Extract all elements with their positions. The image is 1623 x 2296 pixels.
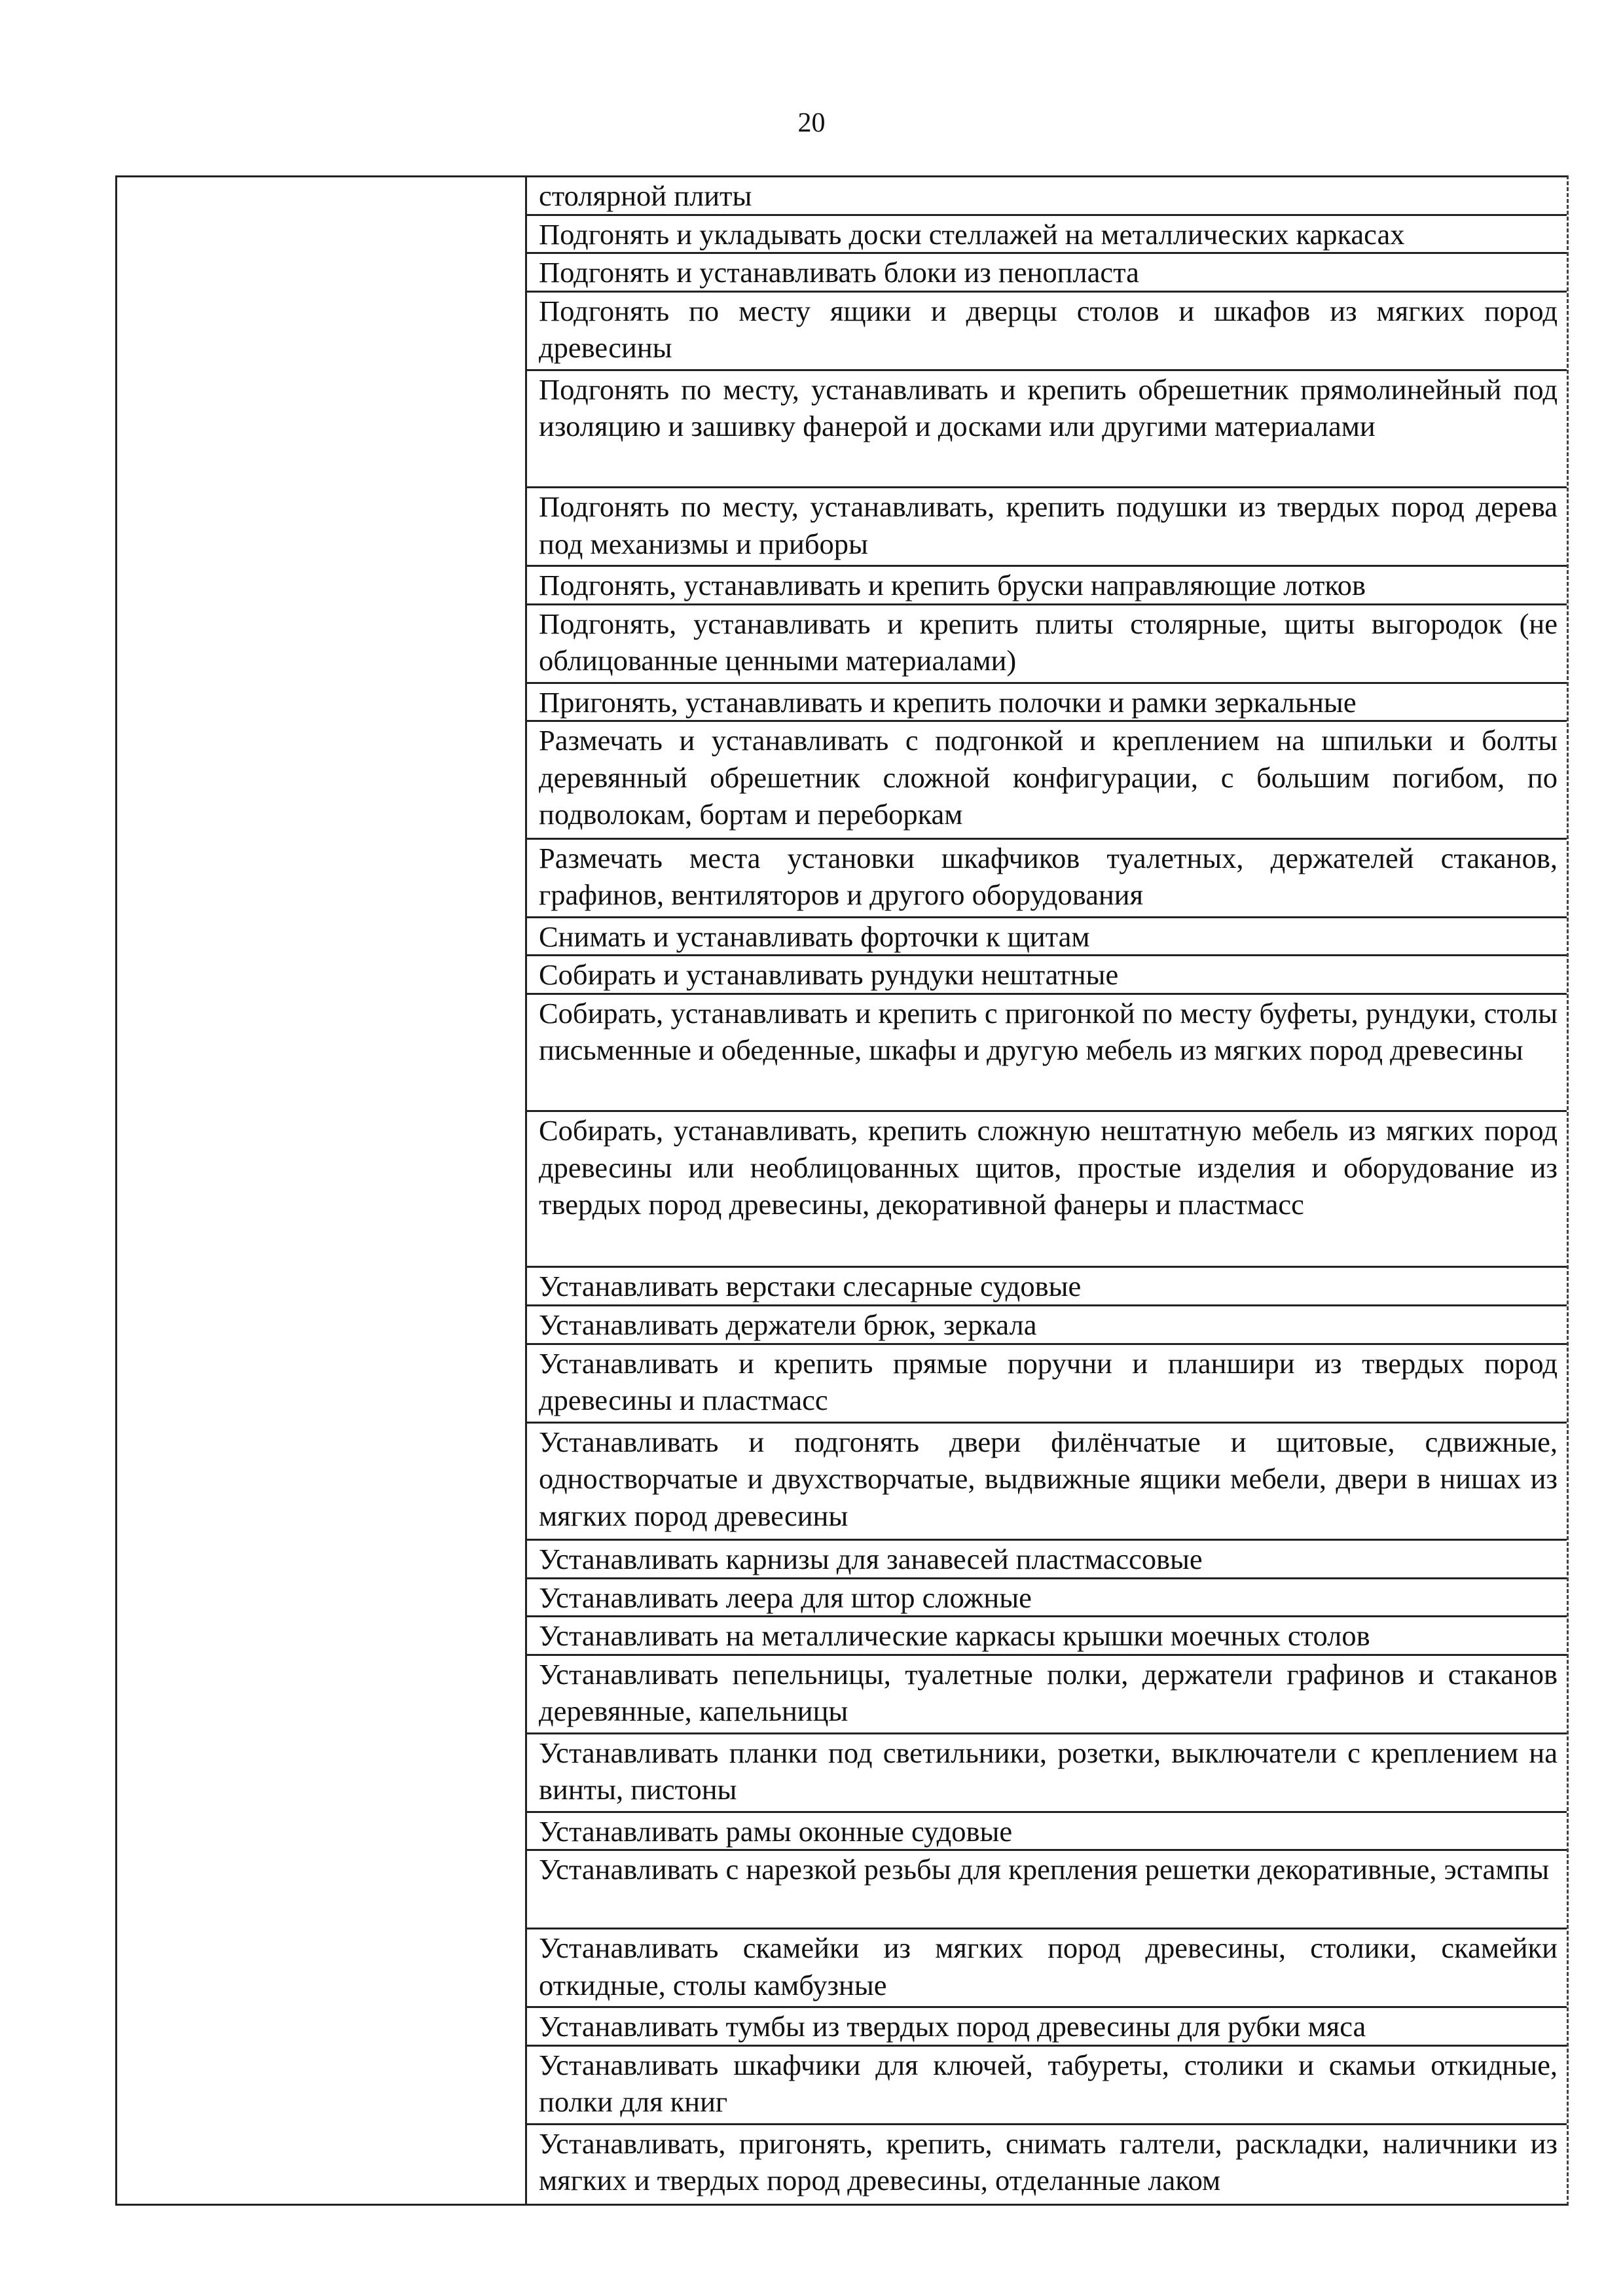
table-row: Устанавливать на металлические каркасы крышки моечных столов xyxy=(527,1617,1567,1656)
empty-left-column xyxy=(117,177,527,2204)
table-row: Подгонять и устанавливать блоки из пенопласта xyxy=(527,254,1567,293)
table-row: Подгонять по месту, устанавливать и крепить обрешетник прямолинейный под изоляцию и зашивку фанерой и досками или другими материалами xyxy=(527,371,1567,489)
table-row: Подгонять, устанавливать и крепить плиты столярные, щиты выгородок (не облицованные ценными материалами) xyxy=(527,605,1567,684)
table-row: Устанавливать с нарезкой резьбы для крепления решетки декоративные, эстампы xyxy=(527,1851,1567,1929)
table-row: Устанавливать шкафчики для ключей, табуреты, столики и скамьи откидные, полки для книг xyxy=(527,2047,1567,2125)
table-row: Устанавливать и подгонять двери филёнчатые и щитовые, сдвижные, одностворчатые и двухстворчатые, выдвижные ящики мебели, двери в нишах из мягких пород древесины xyxy=(527,1424,1567,1541)
table-row: Устанавливать и крепить прямые поручни и планшири из твердых пород древесины и пластмасс xyxy=(527,1345,1567,1424)
page-number: 20 xyxy=(797,108,826,138)
table-row: Пригонять, устанавливать и крепить полочки и рамки зеркальные xyxy=(527,684,1567,723)
table-row: Собирать, устанавливать, крепить сложную нештатную мебель из мягких пород древесины или необлицованных щитов, простые изделия и оборудование из твердых пород древесины, декоративной фанеры и пластмасс xyxy=(527,1112,1567,1268)
table-row: Устанавливать пепельницы, туалетные полки, держатели графинов и стаканов деревянные, капельницы xyxy=(527,1656,1567,1734)
table-row: Подгонять и укладывать доски стеллажей на металлических каркасах xyxy=(527,216,1567,255)
table-row: Устанавливать карнизы для занавесей пластмассовые xyxy=(527,1541,1567,1579)
table-row: Устанавливать, пригонять, крепить, снимать галтели, раскладки, наличники из мягких и твердых пород древесины, отделанные лаком xyxy=(539,2126,1558,2197)
table-row: Устанавливать леера для штор сложные xyxy=(527,1579,1567,1618)
table-row: столярной плиты xyxy=(527,177,1567,216)
table-row: Подгонять по месту, устанавливать, крепить подушки из твердых пород дерева под механизмы и приборы xyxy=(527,488,1567,567)
table-row: Устанавливать верстаки слесарные судовые xyxy=(527,1268,1567,1306)
table-row: Собирать, устанавливать и крепить с пригонкой по месту буфеты, рундуки, столы письменные и обеденные, шкафы и другую мебель из мягких пород древесины xyxy=(527,995,1567,1113)
table-row: Размечать места установки шкафчиков туалетных, держателей стаканов, графинов, вентиляторов и другого оборудования xyxy=(527,840,1567,918)
table-row: Устанавливать рамы оконные судовые xyxy=(527,1813,1567,1852)
table-row: Собирать и устанавливать рундуки нештатные xyxy=(527,956,1567,995)
table-row: Размечать и устанавливать с подгонкой и креплением на шпильки и болты деревянный обрешетник сложной конфигурации, с большим погибом, по подволокам, бортам и переборкам xyxy=(527,722,1567,840)
table-row: Подгонять по месту ящики и дверцы столов и шкафов из мягких пород древесины xyxy=(527,293,1567,371)
table-row: Снимать и устанавливать форточки к щитам xyxy=(527,918,1567,957)
table-row: Устанавливать тумбы из твердых пород древесины для рубки мяса xyxy=(527,2008,1567,2047)
table-row: Устанавливать скамейки из мягких пород древесины, столики, скамейки откидные, столы камбузные xyxy=(527,1929,1567,2008)
table-row: Устанавливать планки под светильники, розетки, выключатели с креплением на винты, пистоны xyxy=(527,1734,1567,1813)
work-list-column xyxy=(527,177,1567,2204)
table-row: Устанавливать держатели брюк, зеркала xyxy=(527,1306,1567,1345)
work-table xyxy=(115,175,1569,2206)
table-row: Подгонять, устанавливать и крепить бруски направляющие лотков xyxy=(527,567,1567,605)
